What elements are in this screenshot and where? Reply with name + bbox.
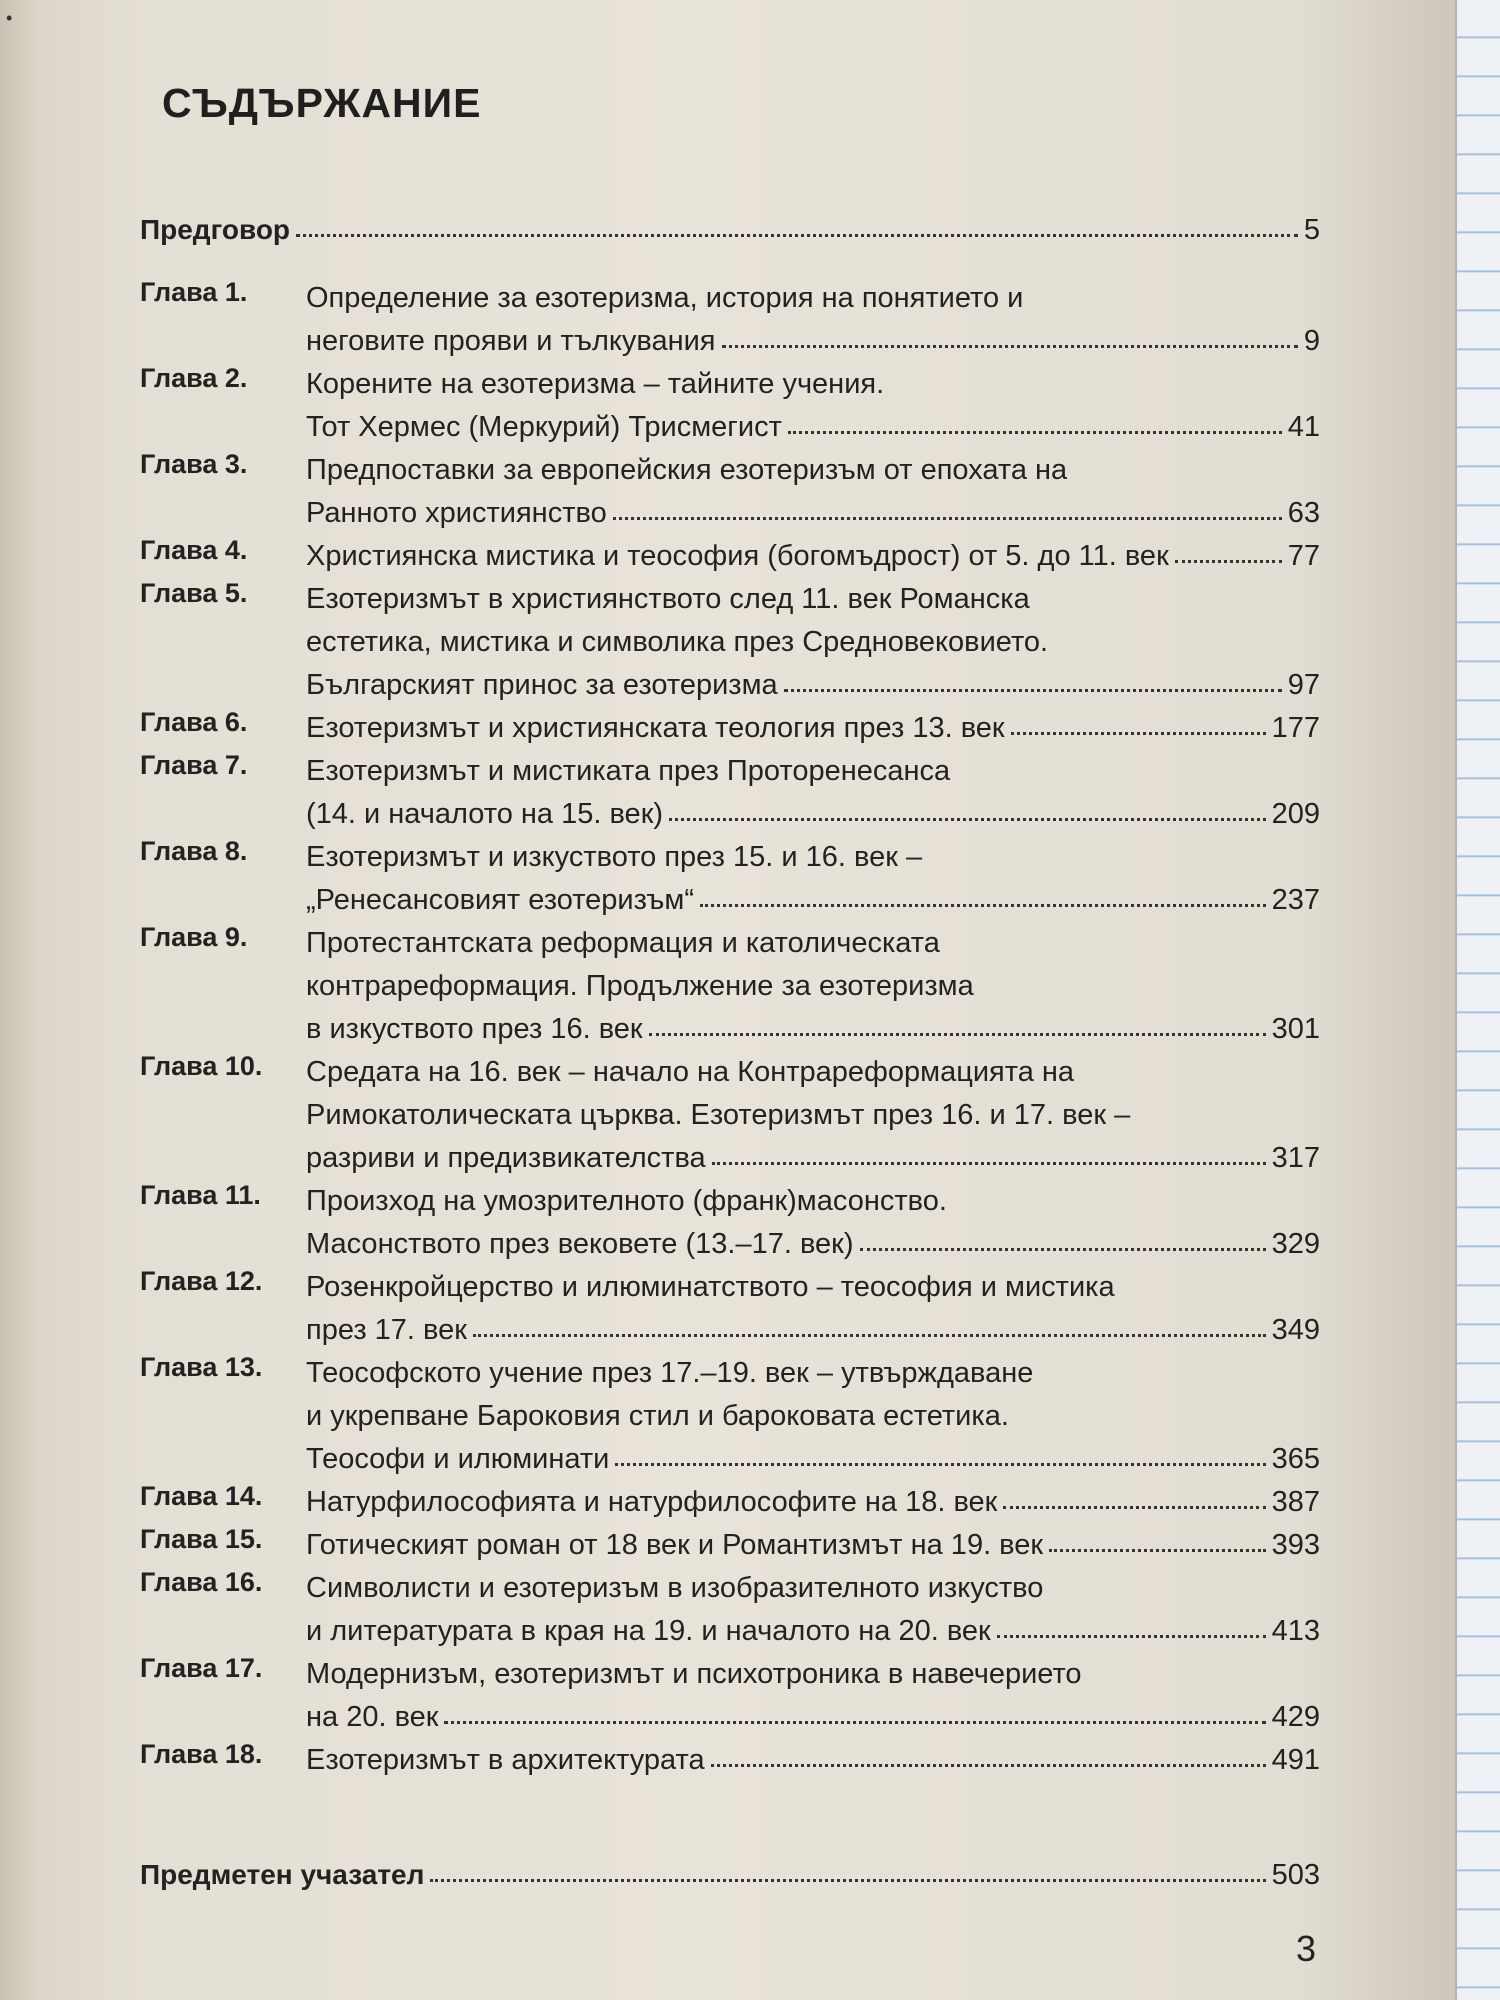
chapter-title-line — [306, 1137, 1320, 1180]
leader-dots — [1011, 728, 1266, 735]
chapter-title-line — [306, 922, 1320, 965]
chapter-title — [306, 1481, 1320, 1524]
chapter-title-text: естетика, мистика и символика през Средновековието. — [306, 626, 1049, 658]
chapter-label: Глава 12. — [140, 1266, 263, 1296]
chapter-page-number: 209 — [1271, 798, 1320, 830]
chapter-title — [306, 578, 1320, 707]
page-title: СЪДЪРЖАНИЕ — [162, 80, 482, 126]
chapter-title-line — [306, 492, 1320, 535]
preface-label: Предговор — [140, 214, 291, 245]
chapter-title-line — [306, 1309, 1320, 1352]
chapter-title-text: разриви и предизвикателства — [306, 1142, 706, 1174]
chapter-title-text: Масонството през вековете (13.–17. век) — [306, 1228, 854, 1260]
chapter-label: Глава 3. — [140, 449, 248, 479]
corner-mark: • — [6, 8, 13, 28]
chapter-title-line — [306, 1395, 1320, 1438]
chapter-label: Глава 7. — [140, 750, 248, 780]
chapter-title-text: Символисти и езотеризъм в изобразителното изкуство — [306, 1572, 1044, 1604]
chapter-title-line — [306, 1567, 1320, 1610]
chapter-label: Глава 18. — [140, 1739, 263, 1769]
leader-dots — [788, 427, 1282, 434]
chapter-label: Глава 17. — [140, 1653, 263, 1683]
leader-dots — [444, 1717, 1265, 1724]
chapter-title — [306, 922, 1320, 1051]
chapter-title-text: „Ренесансовият езотеризъм“ — [306, 884, 694, 916]
chapter-title-text: Предпоставки за европейския езотеризъм от епохата на — [306, 454, 1068, 486]
chapter-title — [306, 836, 1320, 922]
preface-page: 5 — [1303, 214, 1320, 246]
chapter-title-text: (14. и началото на 15. век) — [306, 798, 664, 830]
chapter-title — [306, 363, 1320, 449]
chapter-title — [306, 1653, 1320, 1739]
leader-dots — [700, 900, 1266, 907]
chapter-title-text: Езотеризмът и изкуството през 15. и 16. век – — [306, 841, 923, 873]
chapter-title-line — [306, 1739, 1320, 1782]
chapter-title-text: Произход на умозрителното (франк)масонство. — [306, 1185, 947, 1217]
chapter-title-text: Протестантската реформация и католическата — [306, 927, 940, 959]
chapter-label: Глава 11. — [140, 1180, 261, 1210]
chapter-title-line — [306, 449, 1320, 492]
chapter-page-number: 317 — [1271, 1142, 1320, 1174]
chapter-page-number: 365 — [1271, 1443, 1320, 1475]
toc-entry-index — [140, 1853, 1320, 1896]
chapter-title-line — [306, 1610, 1320, 1653]
chapter-title-line — [306, 1051, 1320, 1094]
chapter-title — [306, 1180, 1320, 1266]
chapter-title-line — [306, 879, 1320, 922]
chapter-title-text: Теософското учение през 17.–19. век – утвърждаване — [306, 1357, 1034, 1389]
chapter-title-text: контрареформация. Продължение за езотеризма — [306, 970, 974, 1002]
leader-dots — [1049, 1545, 1266, 1552]
chapter-title-text: в изкуството през 16. век — [306, 1013, 643, 1045]
chapter-title-line — [306, 965, 1320, 1008]
leader-dots — [1003, 1502, 1265, 1509]
chapter-title-line — [306, 1438, 1320, 1481]
chapter-title — [306, 277, 1320, 363]
chapter-title-text: Езотеризмът и християнската теология през 13. век — [306, 712, 1005, 744]
chapter-title — [306, 449, 1320, 535]
chapter-title-line — [306, 277, 1320, 320]
chapter-title-text: Християнска мистика и теософия (богомъдрост) от 5. до 11. век — [306, 540, 1169, 572]
leader-dots — [430, 1875, 1265, 1882]
chapter-title-text: Натурфилософията и натурфилософите на 18. век — [306, 1486, 998, 1518]
chapter-title-text: през 17. век — [306, 1314, 467, 1346]
chapter-page-number: 413 — [1271, 1615, 1320, 1647]
chapter-title-line — [306, 836, 1320, 879]
chapter-title — [306, 750, 1320, 836]
chapter-title — [306, 1266, 1320, 1352]
chapter-title-line — [306, 750, 1320, 793]
leader-dots — [296, 230, 1298, 237]
chapter-title — [306, 1051, 1320, 1180]
notebook-edge — [1455, 0, 1500, 2000]
leader-dots — [711, 1760, 1266, 1767]
chapter-page-number: 491 — [1271, 1744, 1320, 1776]
chapter-title-text: Езотеризмът и мистиката през Проторенесанса — [306, 755, 951, 787]
leader-dots — [649, 1029, 1266, 1036]
chapter-title-text: неговите прояви и тълкувания — [306, 325, 716, 357]
chapter-page-number: 63 — [1287, 497, 1320, 529]
chapter-title-text: Теософи и илюминати — [306, 1443, 610, 1475]
chapter-label: Глава 10. — [140, 1051, 263, 1081]
chapter-label: Глава 1. — [140, 277, 248, 307]
chapter-title-text: Готическият роман от 18 век и Романтизмът на 19. век — [306, 1529, 1044, 1561]
leader-dots — [712, 1158, 1266, 1165]
leader-dots — [669, 814, 1266, 821]
chapter-page-number: 41 — [1287, 411, 1320, 443]
chapter-title — [306, 707, 1320, 750]
chapter-title-text: и литературата в края на 19. и началото на 20. век — [306, 1615, 991, 1647]
chapter-title — [306, 1567, 1320, 1653]
chapter-title-line — [306, 1524, 1320, 1567]
chapter-title — [306, 1524, 1320, 1567]
toc-entry-preface — [140, 208, 1320, 251]
chapter-page-number: 97 — [1287, 669, 1320, 701]
chapter-label: Глава 2. — [140, 363, 248, 393]
leader-dots — [722, 341, 1298, 348]
index-page: 503 — [1271, 1859, 1320, 1891]
chapter-label: Глава 14. — [140, 1481, 263, 1511]
chapter-title-line — [306, 535, 1320, 578]
chapter-title-line — [306, 793, 1320, 836]
index-label: Предметен учазател — [140, 1859, 425, 1890]
chapter-page-number: 429 — [1271, 1701, 1320, 1733]
chapter-page-number: 329 — [1271, 1228, 1320, 1260]
leader-dots — [613, 513, 1282, 520]
chapter-title-line — [306, 664, 1320, 707]
chapter-page-number: 301 — [1271, 1013, 1320, 1045]
leader-dots — [615, 1459, 1265, 1466]
chapter-label: Глава 9. — [140, 922, 248, 952]
chapter-page-number: 387 — [1271, 1486, 1320, 1518]
chapter-title-text: Ранното християнство — [306, 497, 607, 529]
chapter-title-text: Модернизъм, езотеризмът и психотроника в навечерието — [306, 1658, 1082, 1690]
chapter-title-line — [306, 578, 1320, 621]
chapter-title-line — [306, 707, 1320, 750]
chapter-title-text: Определение за езотеризма, история на понятието и — [306, 282, 1024, 314]
chapter-page-number: 349 — [1271, 1314, 1320, 1346]
chapter-page-number: 9 — [1303, 325, 1320, 357]
chapter-title-line — [306, 1352, 1320, 1395]
chapter-title-line — [306, 1094, 1320, 1137]
chapter-label: Глава 15. — [140, 1524, 263, 1554]
chapter-title-text: Средата на 16. век – начало на Контрареформацията на — [306, 1056, 1075, 1088]
chapter-title-line — [306, 1223, 1320, 1266]
chapter-title-line — [306, 1481, 1320, 1524]
chapter-title — [306, 1739, 1320, 1782]
leader-dots — [473, 1330, 1266, 1337]
chapter-page-number: 177 — [1271, 712, 1320, 744]
chapter-title-text: Българският принос за езотеризма — [306, 669, 778, 701]
chapter-title-text: Розенкройцерство и илюминатството – теософия и мистика — [306, 1271, 1115, 1303]
leader-dots — [997, 1631, 1266, 1638]
chapter-title-text: Римокатолическата църква. Езотеризмът през 16. и 17. век – — [306, 1099, 1131, 1131]
chapter-title-text: на 20. век — [306, 1701, 439, 1733]
chapter-title-line — [306, 621, 1320, 664]
chapter-title-line — [306, 1008, 1320, 1051]
chapter-label: Глава 5. — [140, 578, 248, 608]
chapter-label: Глава 16. — [140, 1567, 263, 1597]
chapter-title-text: Корените на езотеризма – тайните учения. — [306, 368, 885, 400]
chapter-title-text: Езотеризмът в християнството след 11. век Романска — [306, 583, 1030, 615]
page-number: 3 — [1296, 1928, 1317, 1969]
chapter-label: Глава 13. — [140, 1352, 263, 1382]
chapter-title-text: Тот Хермес (Меркурий) Трисмегист — [306, 411, 782, 443]
chapter-title-line — [306, 1180, 1320, 1223]
chapter-title-line — [306, 406, 1320, 449]
chapter-page-number: 237 — [1271, 884, 1320, 916]
chapter-label: Глава 8. — [140, 836, 248, 866]
chapter-page-number: 393 — [1271, 1529, 1320, 1561]
chapter-title-line — [306, 1653, 1320, 1696]
leader-dots — [784, 685, 1282, 692]
chapter-label: Глава 4. — [140, 535, 248, 565]
chapter-title — [306, 1352, 1320, 1481]
chapter-page-number: 77 — [1287, 540, 1320, 572]
chapter-title-line — [306, 363, 1320, 406]
leader-dots — [1175, 556, 1282, 563]
chapter-title-line — [306, 1696, 1320, 1739]
chapter-title-line — [306, 320, 1320, 363]
chapter-title-text: Езотеризмът в архитектурата — [306, 1744, 705, 1776]
leader-dots — [860, 1244, 1266, 1251]
chapter-label: Глава 6. — [140, 707, 248, 737]
chapter-title-text: и укрепване Бароковия стил и бароковата естетика. — [306, 1400, 1009, 1432]
chapter-title — [306, 535, 1320, 578]
chapter-title-line — [306, 1266, 1320, 1309]
